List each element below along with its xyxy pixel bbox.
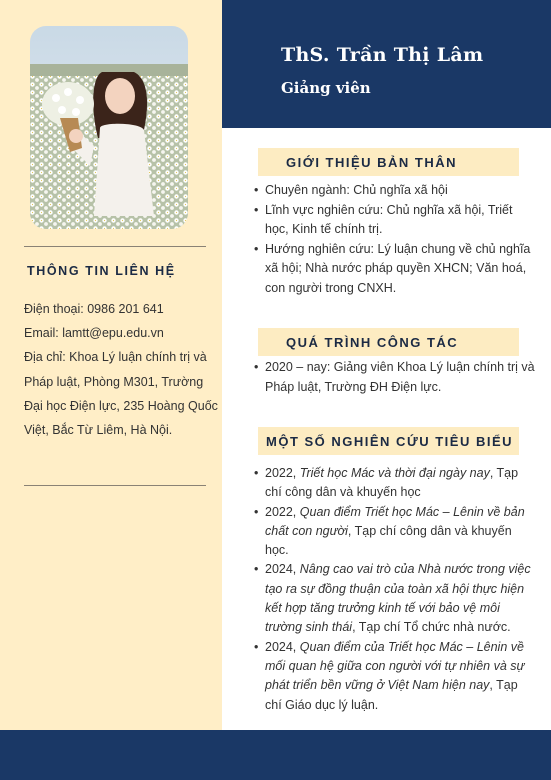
list-item: • Chuyên ngành: Chủ nghĩa xã hội (252, 181, 536, 201)
person-name: ThS. Trần Thị Lâm (281, 44, 484, 66)
list-item: • Hướng nghiên cứu: Lý luận chung về chủ nghĩa xã hội; Nhà nước pháp quyền XHCN; Văn hoá, con người trong CNXH. (252, 240, 536, 299)
research-list (252, 464, 536, 715)
list-item: • 2022, Triết học Mác và thời đại ngày nay, Tạp chí công dân và khuyến học (252, 464, 536, 503)
divider-bottom (24, 485, 206, 486)
research-heading-band (258, 427, 519, 455)
list-item: • 2022, Quan điểm Triết học Mác – Lênin về bản chất con người, Tạp chí công dân và khuyến học. (252, 503, 536, 561)
contact-address: Địa chỉ: Khoa Lý luận chính trị và Pháp luật, Phòng M301, Trường Đại học Điện lực, 235 Hoàng Quốc Việt, Bắc Từ Liêm, Hà Nội. (24, 350, 218, 438)
list-item: • Lĩnh vực nghiên cứu: Chủ nghĩa xã hội, Triết học, Kinh tế chính trị. (252, 201, 536, 240)
footer-banner (0, 730, 551, 780)
contact-email: Email: lamtt@epu.edu.vn (24, 326, 164, 341)
list-item: • 2024, Quan điểm của Triết học Mác – Lênin về mối quan hệ giữa con người với tự nhiên và sự phát triển bền vững ở Việt Nam hiện nay, Tạp chí Giáo dục lý luận. (252, 638, 536, 715)
list-item: • 2024, Nâng cao vai trò của Nhà nước trong việc tạo ra sự đồng thuận của toàn xã hội thực hiện kết hợp tăng trưởng kinh tế với bảo vệ môi trường sinh thái, Tạp chí Tổ chức nhà nước. (252, 560, 536, 637)
about-list (252, 181, 536, 299)
contact-heading: THÔNG TIN LIÊN HỆ (27, 264, 176, 278)
work-list (252, 358, 536, 397)
contact-phone: Điện thoại: 0986 201 641 (24, 302, 164, 316)
list-item: • 2020 – nay: Giảng viên Khoa Lý luận chính trị và Pháp luật, Trường ĐH Điện lực. (252, 358, 536, 397)
divider-top (24, 246, 206, 247)
contact-info (24, 297, 219, 442)
person-role: Giảng viên (281, 79, 371, 97)
about-heading: GIỚI THIỆU BẢN THÂN (286, 155, 458, 170)
research-heading: MỘT SỐ NGHIÊN CỨU TIÊU BIỂU (266, 434, 514, 449)
about-heading-band (258, 148, 519, 176)
work-heading-band (258, 328, 519, 356)
profile-photo (30, 26, 188, 229)
work-heading: QUÁ TRÌNH CÔNG TÁC (286, 335, 459, 350)
